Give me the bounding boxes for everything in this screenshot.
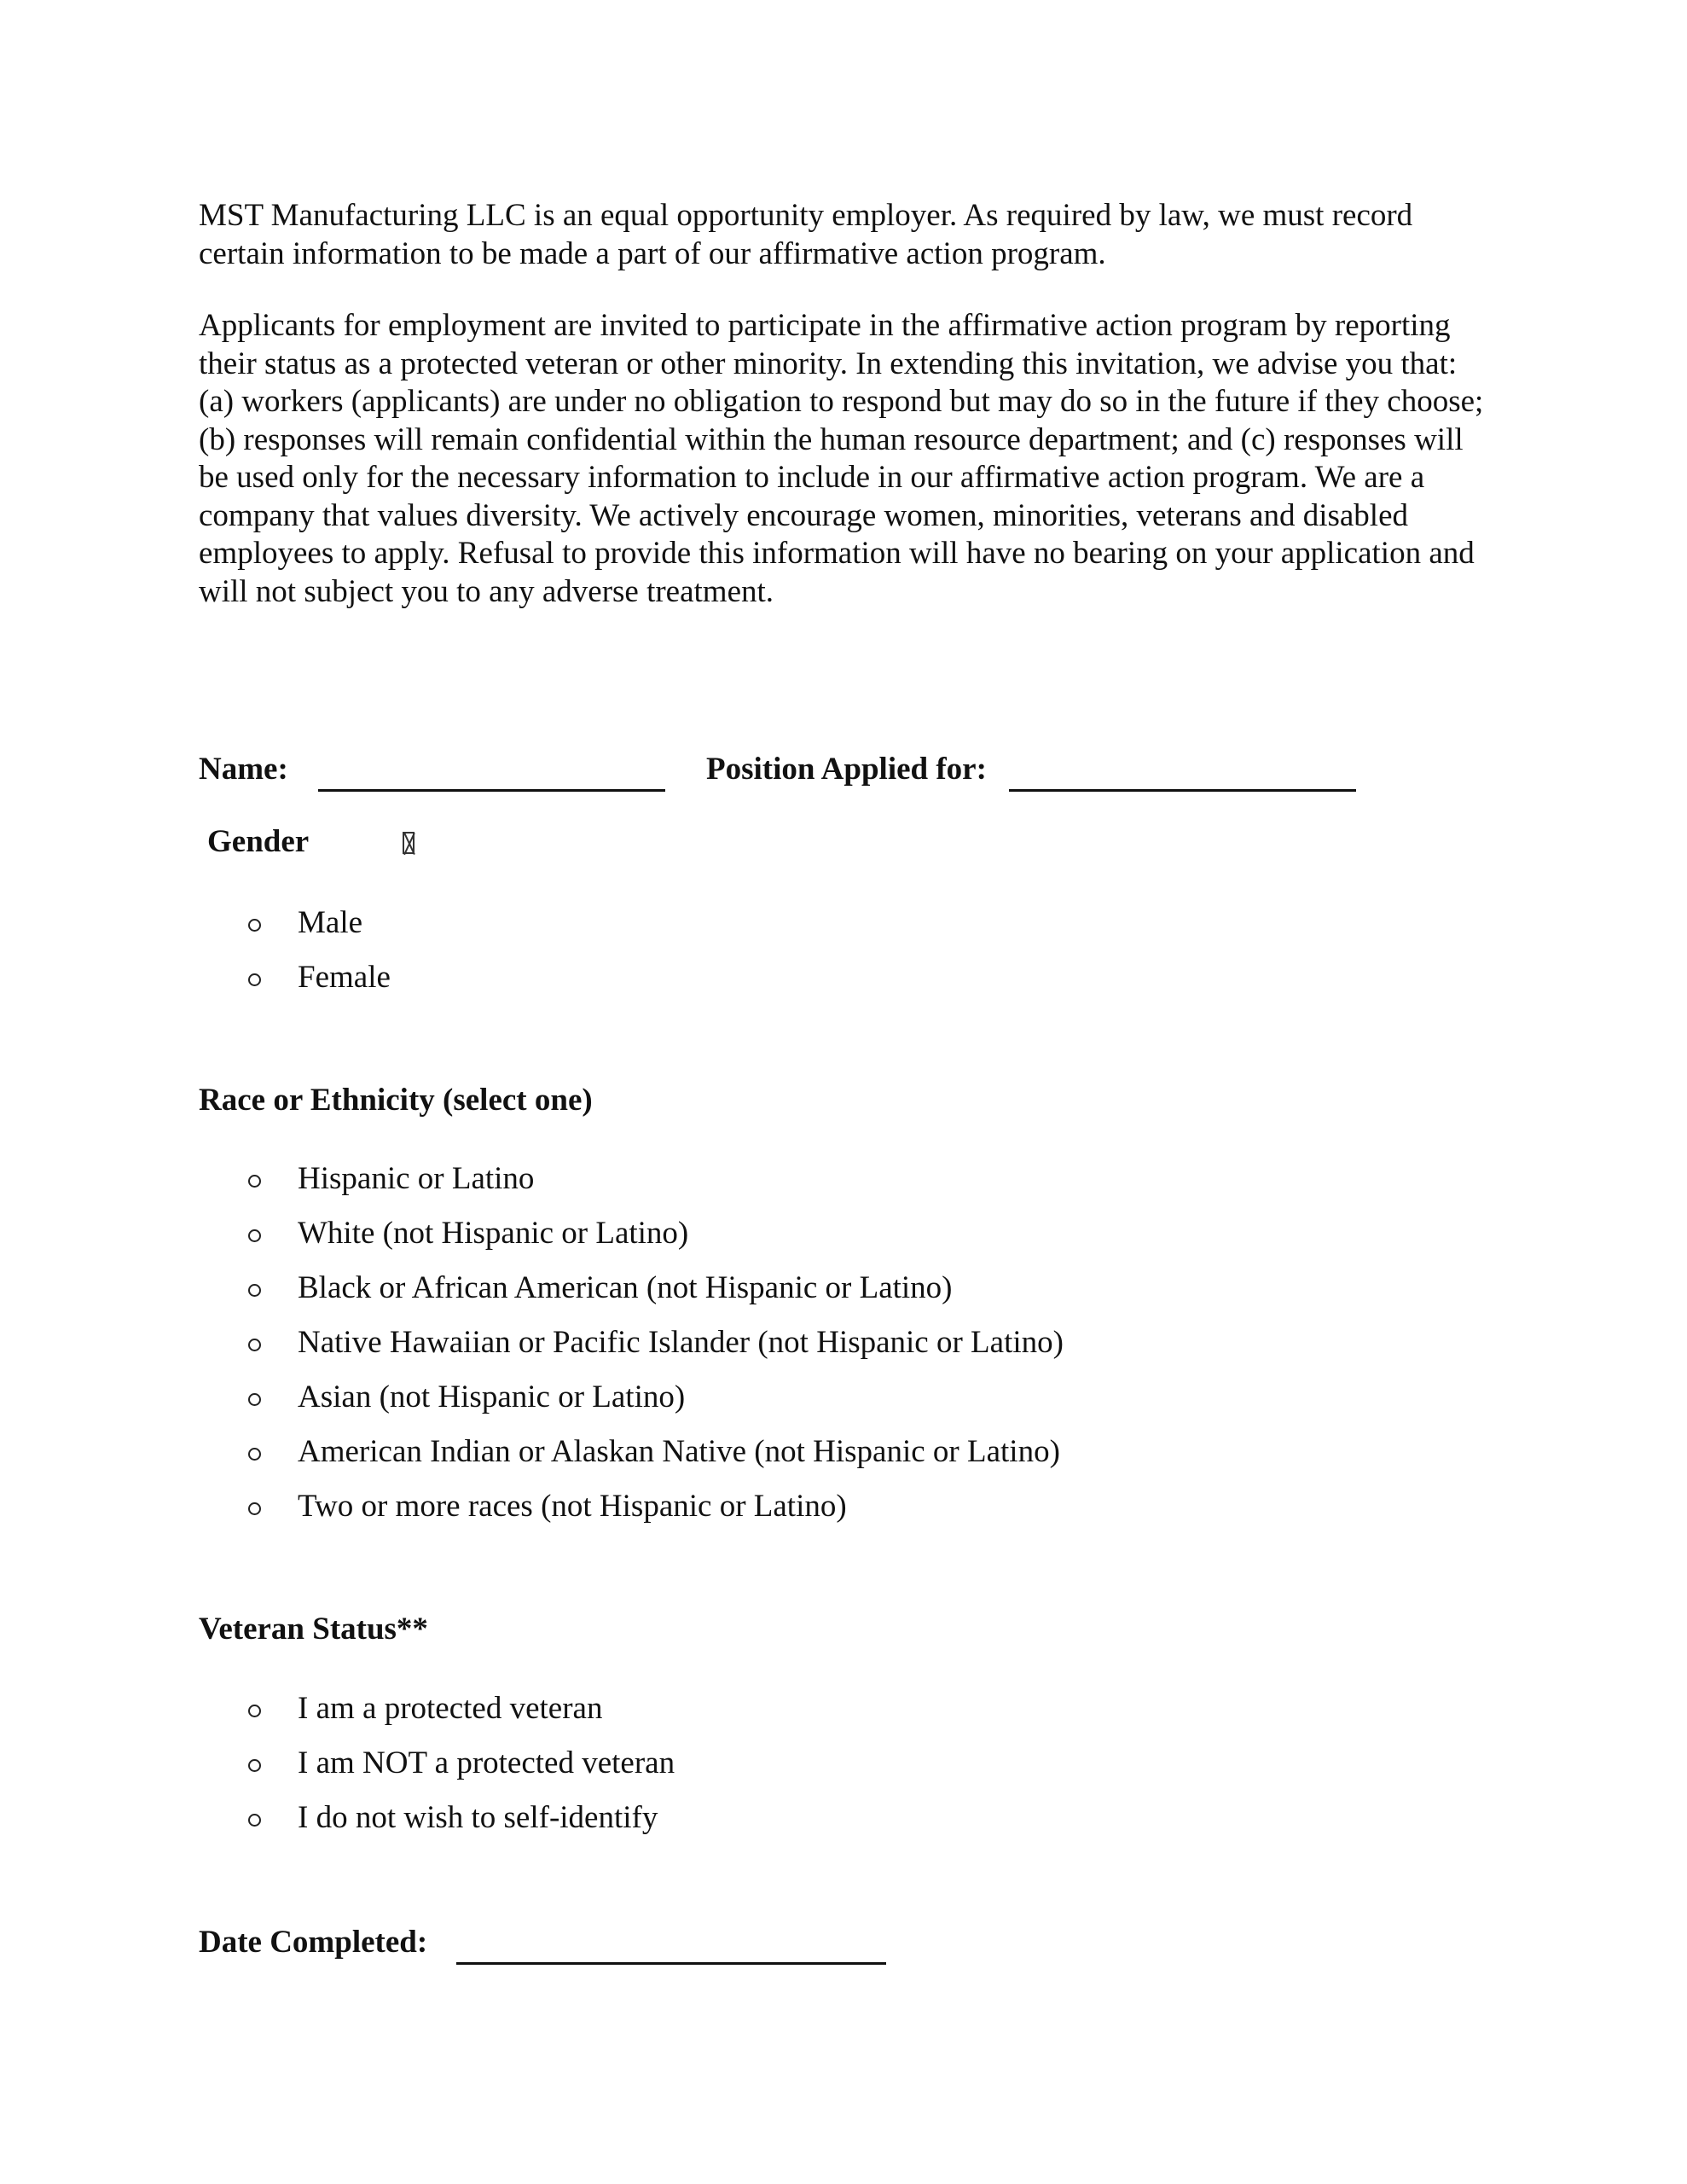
gender-title: Gender: [207, 824, 310, 859]
veteran-option-not-protected[interactable]: [199, 1745, 1222, 1799]
veteran-options: [199, 1690, 1222, 1854]
race-option-black[interactable]: [199, 1269, 1222, 1324]
option-label: Asian (not Hispanic or Latino): [298, 1380, 686, 1414]
radio-circle-icon[interactable]: [248, 1284, 261, 1297]
radio-circle-icon[interactable]: [248, 1759, 261, 1772]
name-position-row: [199, 751, 1495, 802]
option-label: I do not wish to self-identify: [298, 1800, 658, 1835]
veteran-title: Veteran Status**: [199, 1612, 428, 1647]
radio-circle-icon[interactable]: [248, 1339, 261, 1351]
option-label: Female: [298, 960, 391, 995]
date-field[interactable]: [456, 1962, 886, 1965]
veteran-option-decline[interactable]: [199, 1799, 1222, 1854]
name-label: Name:: [199, 752, 288, 787]
radio-circle-icon[interactable]: [248, 1502, 261, 1515]
race-option-hispanic[interactable]: [199, 1160, 1222, 1215]
name-field[interactable]: [318, 789, 665, 792]
race-title: Race or Ethnicity (select one): [199, 1083, 593, 1118]
option-label: Two or more races (not Hispanic or Latino): [298, 1489, 847, 1524]
race-option-two-or-more[interactable]: [199, 1488, 1222, 1542]
radio-circle-icon[interactable]: [248, 1175, 261, 1188]
radio-circle-icon[interactable]: [248, 1229, 261, 1242]
date-label: Date Completed:: [199, 1925, 428, 1960]
veteran-option-protected[interactable]: [199, 1690, 1222, 1745]
race-option-white[interactable]: [199, 1215, 1222, 1269]
option-label: I am a protected veteran: [298, 1691, 603, 1726]
race-option-american-indian[interactable]: [199, 1433, 1222, 1488]
radio-circle-icon[interactable]: [248, 1448, 261, 1461]
position-field[interactable]: [1009, 789, 1356, 792]
radio-circle-icon[interactable]: [248, 1393, 261, 1406]
radio-circle-icon[interactable]: [248, 973, 261, 986]
race-options: [199, 1160, 1222, 1542]
intro-paragraph-1: MST Manufacturing LLC is an equal opportunity employer. As required by law, we must record certain information to be made a part of our affirmative action program.: [199, 198, 1413, 271]
missing-glyph-icon: [403, 832, 415, 854]
race-option-asian[interactable]: [199, 1379, 1222, 1433]
option-label: I am NOT a protected veteran: [298, 1745, 675, 1780]
option-label: Hispanic or Latino: [298, 1161, 535, 1196]
gender-option-male[interactable]: [199, 904, 1222, 959]
race-option-pacific-islander[interactable]: [199, 1324, 1222, 1379]
gender-option-female[interactable]: [199, 959, 1222, 1014]
radio-circle-icon[interactable]: [248, 1705, 261, 1717]
radio-circle-icon[interactable]: [248, 1814, 261, 1827]
option-label: Native Hawaiian or Pacific Islander (not Hispanic or Latino): [298, 1325, 1064, 1360]
option-label: Male: [298, 905, 363, 940]
gender-options: [199, 904, 1222, 1014]
option-label: Black or African American (not Hispanic or Latino): [298, 1270, 953, 1305]
position-label: Position Applied for:: [706, 752, 987, 787]
radio-circle-icon[interactable]: [248, 919, 261, 932]
intro-paragraph-2: Applicants for employment are invited to participate in the affirmative action program by reporting their status as a protected veteran or other minority. In extending this invitation, we advise you that: (a) workers (applicants) are under no obligation to respond but may do so in the future if they choose; (b) responses will remain confidential within the human resource department; and (c) responses will be used only for the necessary information to include in our affirmative action program. We are a company that values diversity. We actively encourage women, minorities, veterans and disabled employees to apply. Refusal to provide this information will have no bearing on your application and will not subject you to any adverse treatment.: [199, 308, 1484, 609]
date-row: [199, 1924, 1495, 1975]
option-label: American Indian or Alaskan Native (not Hispanic or Latino): [298, 1434, 1060, 1469]
option-label: White (not Hispanic or Latino): [298, 1216, 689, 1251]
